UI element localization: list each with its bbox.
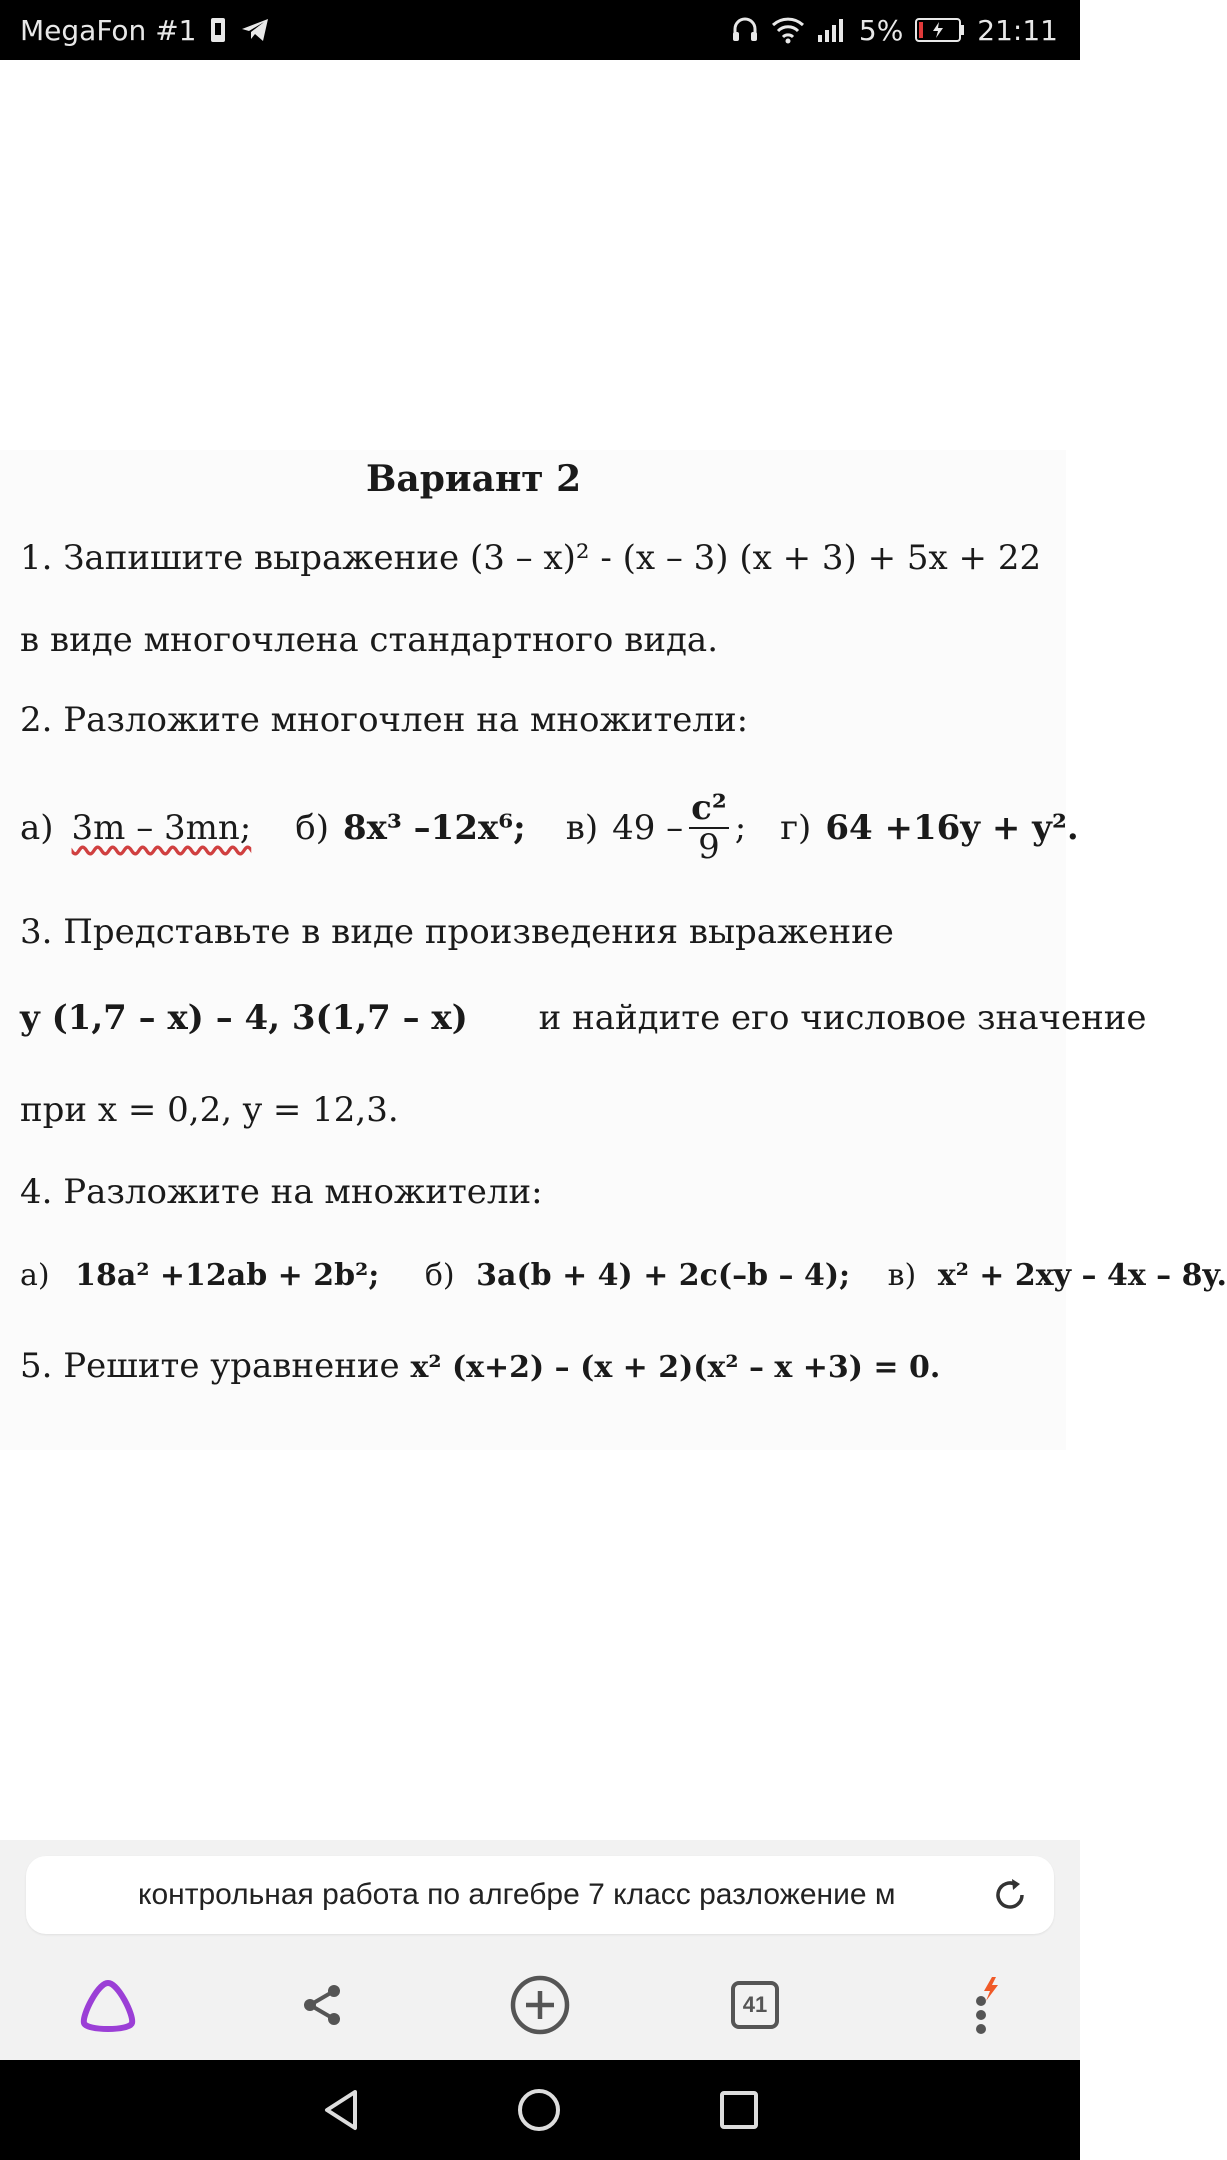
tabs-button[interactable] [720, 1970, 790, 2040]
task-4c-expression: x² + 2xy – 4x – 8y. [937, 1258, 1227, 1293]
alice-icon [78, 1977, 138, 2033]
task-2b-label: б) [295, 808, 329, 849]
task-3-expression: y (1,7 – x) – 4, 3(1,7 – x) [20, 998, 468, 1038]
telegram-icon [240, 17, 270, 43]
plus-circle-icon [509, 1974, 571, 2036]
menu-button[interactable] [940, 1970, 1010, 2040]
alice-assistant-button[interactable] [73, 1970, 143, 2040]
wifi-icon [771, 16, 805, 44]
task-2a-label: а) [20, 808, 54, 849]
task-2c-semicolon: ; [734, 808, 747, 849]
task-2-items [20, 790, 1079, 867]
recents-button[interactable] [714, 2085, 764, 2135]
task-2c-label: в) [565, 808, 599, 849]
sim-icon [210, 17, 226, 43]
lightning-badge-icon [984, 1977, 998, 2001]
task-1-line-1 [20, 538, 1041, 578]
task-4c-label: в) [887, 1258, 917, 1293]
task-1-line-2: в виде многочлена стандартного вида. [20, 620, 719, 660]
status-bar [0, 0, 1080, 60]
task-3-heading: 3. Представьте в виде произведения выражение [20, 912, 894, 952]
tab-count: 41 [742, 1992, 768, 2017]
headphones-icon [731, 16, 759, 44]
clock: 21:11 [977, 13, 1058, 47]
browser-toolbar [0, 1950, 1080, 2060]
task-1-prefix: 1. Запишите выражение [20, 538, 460, 578]
system-nav-bar [0, 2060, 1080, 2160]
document-image [0, 450, 1227, 1450]
back-button[interactable] [316, 2085, 366, 2135]
more-vertical-icon [950, 1975, 1000, 2035]
task-4a-expression: 18a² +12ab + 2b²; [75, 1258, 380, 1293]
task-5-line [20, 1346, 940, 1386]
share-button[interactable] [288, 1970, 358, 2040]
task-4-items [20, 1258, 1227, 1293]
back-triangle-icon [321, 2088, 361, 2132]
task-3-line-2 [20, 998, 1147, 1038]
recents-square-icon [719, 2090, 759, 2130]
new-tab-button[interactable] [505, 1970, 575, 2040]
signal-icon [817, 17, 847, 43]
reload-icon[interactable] [990, 1875, 1030, 1915]
task-4-heading: 4. Разложите на множители: [20, 1172, 543, 1212]
variant-title: Вариант 2 [366, 458, 582, 500]
task-2c-denominator: 9 [698, 827, 720, 868]
task-1-expression: (3 – x)² - (x – 3) (x + 3) + 5x + 22 [469, 538, 1042, 578]
task-4b-label: б) [424, 1258, 455, 1293]
task-2a-expression: 3m – 3mn; [71, 808, 252, 849]
task-2c-expression-prefix: 49 – [612, 808, 684, 849]
home-circle-icon [516, 2087, 562, 2133]
search-bar[interactable] [26, 1856, 1054, 1934]
task-4b-expression: 3a(b + 4) + 2c(–b – 4); [476, 1258, 851, 1293]
task-5-prefix: 5. Решите уравнение [20, 1346, 400, 1386]
task-2b-expression: 8x³ –12x⁶; [343, 808, 526, 849]
task-2-heading: 2. Разложите многочлен на множители: [20, 700, 749, 740]
task-3-line-3: при x = 0,2, y = 12,3. [20, 1090, 399, 1130]
home-button[interactable] [514, 2085, 564, 2135]
share-icon [300, 1982, 346, 2028]
task-5-expression: x² (x+2) – (x + 2)(x² – x +3) = 0. [410, 1350, 941, 1385]
task-3-tail: и найдите его числовое значение [538, 998, 1147, 1038]
task-4a-label: а) [20, 1258, 50, 1293]
carrier-name: MegaFon #1 [20, 13, 197, 47]
task-2d-label: г) [780, 808, 812, 849]
task-2c-numerator: c² [691, 788, 727, 828]
task-2c-fraction [689, 790, 729, 867]
task-2d-expression: 64 +16y + y². [825, 808, 1079, 849]
search-area [0, 1840, 1080, 1950]
battery-percent: 5% [858, 13, 904, 47]
battery-icon [915, 17, 965, 43]
search-query[interactable]: контрольная работа по алгебре 7 класс разложение м [138, 1856, 958, 1934]
